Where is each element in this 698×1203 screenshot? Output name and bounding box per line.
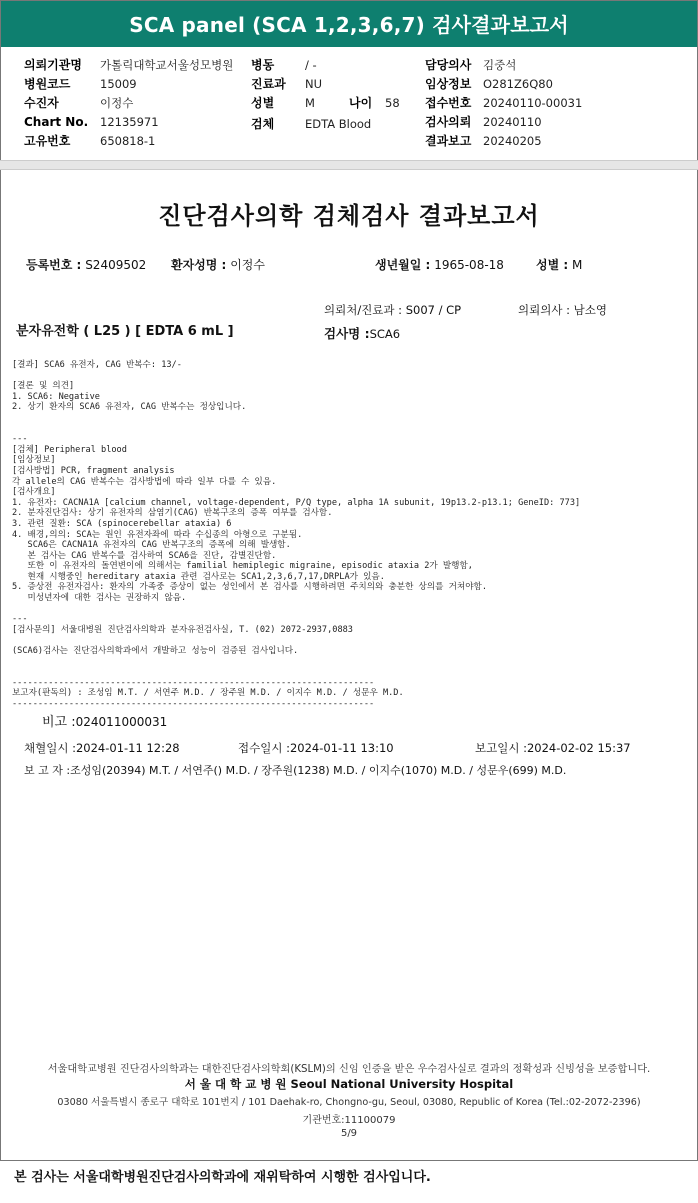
header-left (24, 56, 233, 151)
result-line: --- (12, 434, 28, 445)
hospital-code-value: 15009 (100, 77, 137, 91)
ref-doctor: 의뢰의사 : 남소영 (518, 303, 607, 317)
result-line (12, 413, 580, 424)
section-divider (0, 160, 698, 170)
result-line: ---------------------------------------------------------------------- (12, 677, 375, 688)
institution-label: 의뢰기관명 (24, 58, 82, 72)
footer-hospital: 서 울 대 학 교 병 원 Seoul National University Hospital (184, 1077, 514, 1091)
report-time-value: 2024-02-02 15:37 (526, 741, 631, 755)
age-label: 나이 (349, 96, 373, 110)
reporter-label: 보 고 자 : (24, 764, 71, 777)
result-line: 5. 증상전 유전자검사: 환자의 가족중 증상이 없는 성인에서 본 검사를 시행하려면 주치의와 충분한 상의를 거쳐야함. (12, 582, 488, 593)
report-title: 진단검사의학 검체검사 결과보고서 (158, 202, 540, 230)
result-line: 본 검사는 CAG 반복수를 검사하여 SCA6을 진단, 감별진단함. (12, 550, 277, 561)
report-time-label: 보고일시 : (475, 741, 527, 755)
doctor-value: 김중석 (483, 58, 517, 72)
sex-label-2: 성별 : (536, 258, 569, 272)
result-line: 미성년자에 대한 검사는 권장하지 않음. (12, 593, 187, 604)
ref-dept: 의뢰처/진료과 : S007 / CP (324, 303, 462, 317)
result-line: 현재 시행중인 hereditary ataxia 관련 검사로는 SCA1,2,3,6,7,17,DRPLA가 있음. (12, 571, 385, 582)
patient-value: 이정수 (100, 96, 134, 110)
receive-time (238, 740, 394, 756)
result-line: [검체] Peripheral blood (12, 444, 127, 455)
result-line: 1. SCA6: Negative (12, 391, 100, 402)
dob-value: 1965-08-18 (434, 258, 504, 272)
result-line: 4. 배경,의의: SCA는 원인 유전자좌에 따라 수십종의 아형으로 구분됨. (12, 529, 303, 540)
result-line: SCA6은 CACNA1A 유전자의 CAG 반복구조의 증폭에 의해 발생함. (12, 540, 291, 551)
collect-time-label: 채혈일시 : (24, 741, 76, 755)
result-line: [결론 및 의견] (12, 381, 75, 392)
reporter-value: 조성임(20394) M.T. / 서연주() M.D. / 장주원(1238) M.D. / 이지수(1070) M.D. / 성문우(699) M.D. (70, 764, 567, 777)
unique-no-label: 고유번호 (24, 134, 71, 148)
institution-value: 가톨릭대학교서울성모병원 (100, 58, 234, 72)
result-line: [검사개요] (12, 487, 56, 498)
receive-time-value: 2024-01-11 13:10 (289, 741, 394, 755)
remark (42, 711, 167, 730)
report-time (475, 740, 631, 756)
dept-label: 진료과 (251, 77, 286, 91)
result-line (12, 657, 580, 668)
dob-label: 생년월일 : (375, 258, 431, 272)
request-date-label: 검사의뢰 (425, 115, 472, 129)
reg-no-label: 등록번호 : (26, 258, 82, 272)
result-line: [검사방법] PCR, fragment analysis (12, 465, 175, 476)
age-value: 58 (385, 96, 400, 110)
specimen-label: 검체 (251, 117, 275, 131)
banner-title: SCA panel (SCA 1,2,3,6,7) 검사결과보고서 (1, 1, 697, 47)
specimen-value: EDTA Blood (305, 117, 372, 131)
result-line: --- (12, 614, 28, 625)
clinical-info-value: O281Z6Q80 (483, 77, 553, 91)
result-line: [임상정보] (12, 455, 56, 466)
section-name: 분자유전학 ( L25 ) [ EDTA 6 mL ] (16, 324, 234, 339)
dept-value: NU (305, 77, 323, 91)
result-line: (SCA6)검사는 진단검사의학과에서 개발하고 성능이 검증된 검사입니다. (12, 646, 299, 657)
result-line: 각 allele의 CAG 반복수는 검사방법에 따라 일부 다를 수 있음. (12, 476, 277, 487)
patient-name-value: 이정수 (230, 258, 265, 272)
footer-page: 5/9 (340, 1128, 358, 1139)
ward-value: / - (305, 58, 317, 72)
chart-no-value: 12135971 (100, 115, 159, 129)
patient-label: 수진자 (24, 96, 59, 110)
result-line (12, 371, 580, 382)
receipt-no-value: 20240110-00031 (483, 96, 583, 110)
result-text-block (12, 360, 580, 710)
remark-label: 비고 : (42, 715, 76, 730)
report-date-value: 20240205 (483, 134, 542, 148)
result-line (12, 604, 580, 615)
result-line: 1. 유전자: CACNA1A [calcium channel, voltage-dependent, P/Q type, alpha 1A subunit, 19p13.2-p13.1; GeneID: 773] (12, 497, 581, 508)
result-line: 2. 분자진단검사: 상기 유전자의 삼염기(CAG) 반복구조의 증폭 여부를 검사함. (12, 508, 333, 519)
result-line: [검사문의] 서울대병원 진단검사의학과 분자유전검사실, T. (02) 2072-2937,0883 (12, 624, 353, 635)
patient-name (171, 256, 265, 273)
sex (536, 256, 582, 273)
result-line: 3. 관련 질환: SCA (spinocerebellar ataxia) 6 (12, 518, 232, 529)
clinical-info-label: 임상정보 (425, 77, 472, 91)
receipt-no-label: 접수번호 (425, 96, 472, 110)
footer-cert: 서울대학교병원 진단검사의학과는 대한진단검사의학회(KSLM)의 신임 인증을 받은 우수검사실로 결과의 정확성과 신빙성을 보증합니다. (47, 1064, 651, 1075)
test-name-label: 검사명 : (324, 326, 370, 341)
test-name-value: SCA6 (369, 327, 401, 341)
collect-time (24, 740, 180, 756)
request-date-value: 20240110 (483, 115, 542, 129)
sex-value-2: M (572, 258, 583, 272)
footer-inst-no: 기관번호:11100079 (302, 1115, 396, 1126)
report-date-label: 결과보고 (425, 134, 472, 148)
ward-label: 병동 (251, 58, 275, 72)
result-line: 보고자(판독의) : 조성임 M.T. / 서연주 M.D. / 장주원 M.D. / 이지수 M.D. / 성문우 M.D. (12, 688, 404, 699)
reg-no-value: S2409502 (85, 258, 147, 272)
bottom-note: 본 검사는 서울대학병원진단검사의학과에 재위탁하여 시행한 검사입니다. (14, 1170, 431, 1185)
footer-address: 03080 서울특별시 종로구 대학로 101번지 / 101 Daehak-ro, Chongno-gu, Seoul, 03080, Republic of Korea (Tel.:02-2072-2396) (57, 1097, 641, 1108)
result-line (12, 635, 580, 646)
result-line: ---------------------------------------------------------------------- (12, 699, 375, 709)
test-name (324, 324, 400, 342)
chart-no-label: Chart No. (24, 115, 89, 129)
header-mid (251, 56, 400, 132)
receive-time-label: 접수일시 : (238, 741, 290, 755)
reg-no (26, 256, 146, 273)
patient-name-label: 환자성명 : (171, 258, 227, 272)
header-right (425, 56, 582, 151)
result-line: [결과] SCA6 유전자, CAG 반복수: 13/- (12, 360, 182, 370)
hospital-code-label: 병원코드 (24, 77, 71, 91)
dob (375, 256, 504, 273)
remark-value: 024011000031 (75, 715, 168, 729)
doctor-label: 담당의사 (425, 58, 472, 72)
reporter (24, 762, 566, 778)
sex-label: 성별 (251, 96, 275, 110)
result-line (12, 424, 580, 435)
collect-time-value: 2024-01-11 12:28 (75, 741, 180, 755)
result-line: 2. 상기 환자의 SCA6 유전자, CAG 반복수는 정상입니다. (12, 402, 247, 413)
unique-no-value: 650818-1 (100, 134, 156, 148)
sex-value: M (305, 96, 315, 110)
result-line: 또한 이 유전자의 돌연변이에 의해서는 familial hemiplegic migraine, episodic ataxia 2가 발행함, (12, 561, 473, 572)
result-line (12, 667, 580, 678)
